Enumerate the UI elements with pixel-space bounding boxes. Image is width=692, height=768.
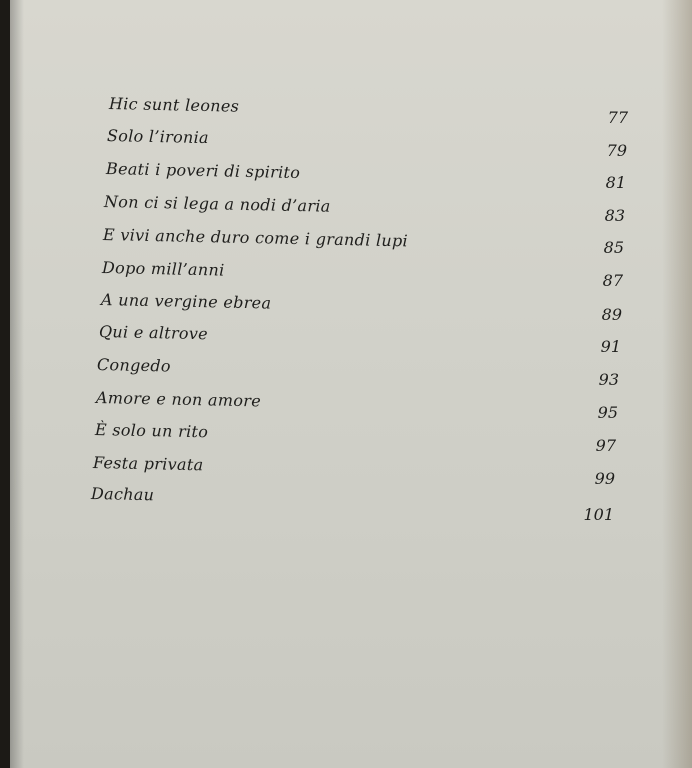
toc-entry-title: Beati i poveri di spirito xyxy=(105,159,301,183)
toc-entry-page: 97 xyxy=(595,436,616,455)
toc-entry-title: È solo un rito xyxy=(94,420,209,442)
toc-entry-page: 81 xyxy=(605,173,626,192)
toc-entry-page: 77 xyxy=(607,108,628,127)
toc-entry-page: 79 xyxy=(606,141,627,160)
toc-entry-title: Dachau xyxy=(90,484,155,505)
toc-entry-page: 91 xyxy=(600,337,621,356)
toc-entry-title: Amore e non amore xyxy=(95,388,262,411)
toc-entry-title: Solo l’ironia xyxy=(106,126,210,148)
toc-entry-title: Congedo xyxy=(96,355,172,376)
toc-entry-title: Non ci si lega a nodi d’aria xyxy=(103,192,331,216)
toc-entry-page: 87 xyxy=(602,271,623,290)
toc-entry-title: Dopo mill’anni xyxy=(101,258,225,280)
toc-entry-title: Hic sunt leones xyxy=(108,94,240,116)
toc-entry-title: Festa privata xyxy=(92,453,204,475)
toc-entry-page: 99 xyxy=(594,469,615,488)
toc-entry-page: 85 xyxy=(603,238,624,257)
toc-entry-title: Qui e altrove xyxy=(98,322,209,344)
toc-entry-title: E vivi anche duro come i grandi lupi xyxy=(102,225,409,251)
toc-entry-page: 83 xyxy=(604,206,625,225)
toc-entry-page: 95 xyxy=(597,403,618,422)
toc-entry-page: 89 xyxy=(601,305,622,324)
book-page xyxy=(10,0,692,768)
toc-entry-title: A una vergine ebrea xyxy=(100,290,272,313)
toc-entry-page: 101 xyxy=(583,505,614,524)
toc-entry-page: 93 xyxy=(598,370,619,389)
